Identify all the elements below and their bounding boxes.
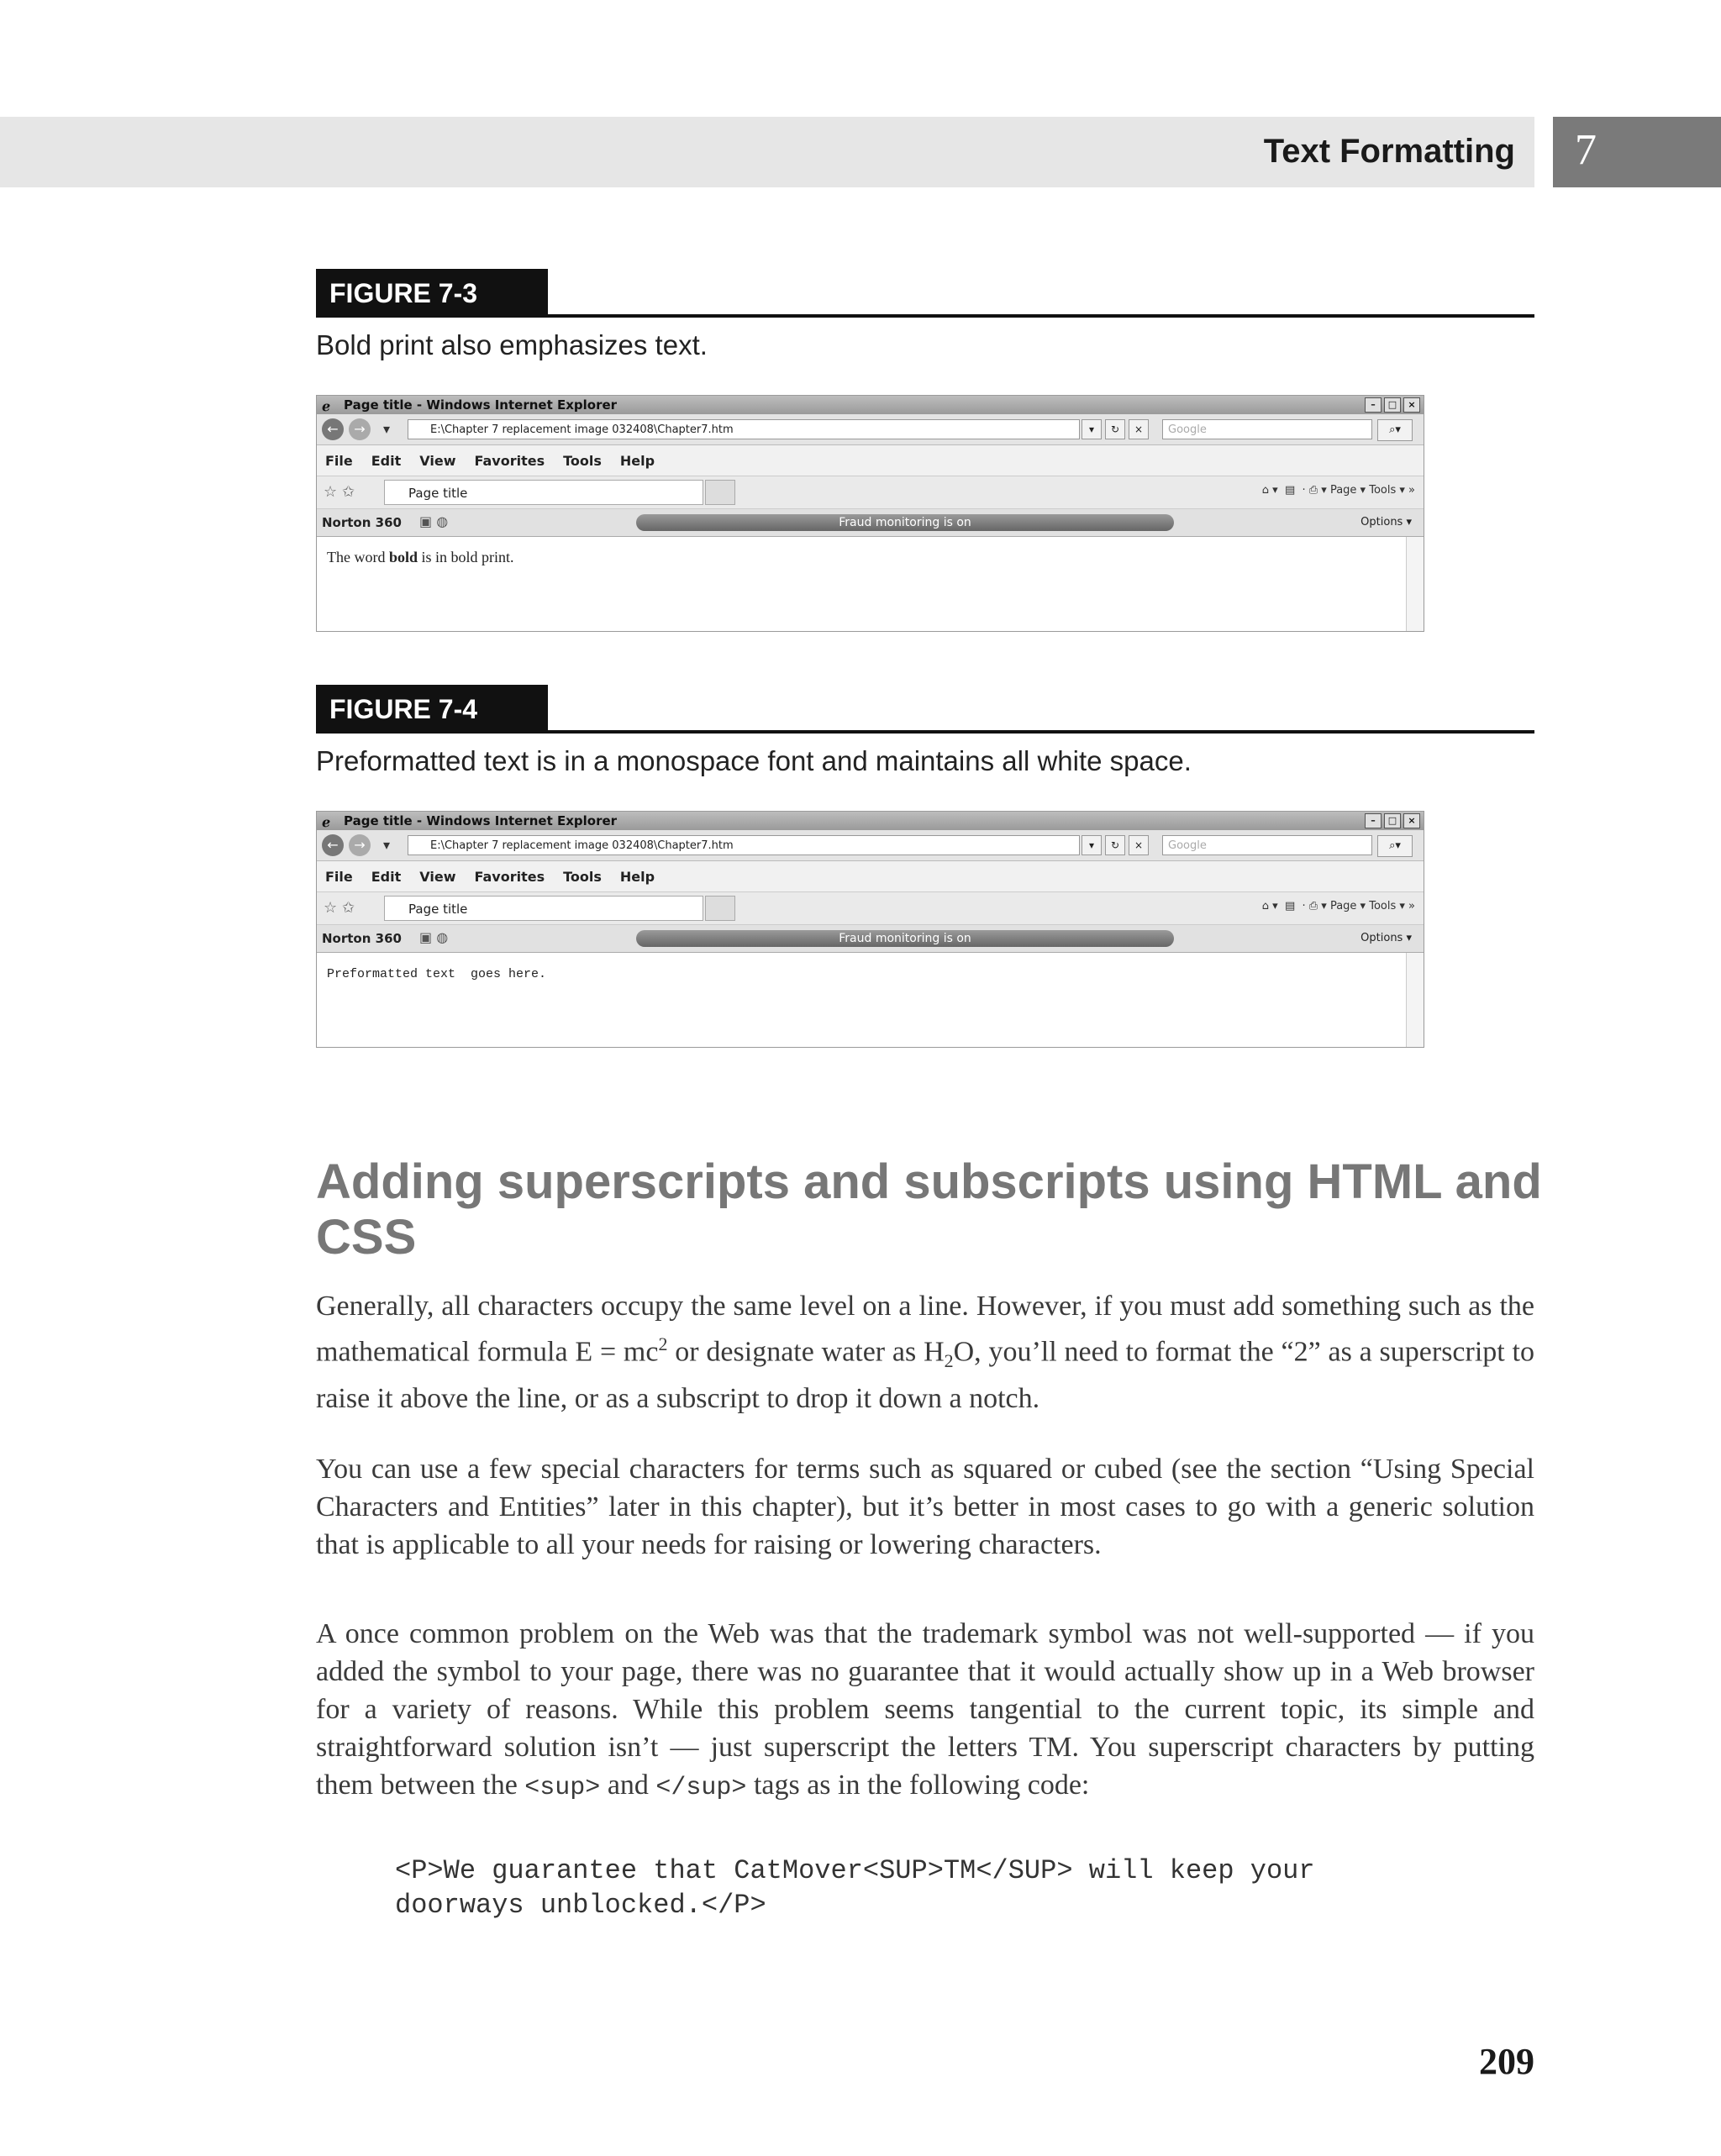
menu-bar — [317, 445, 1424, 476]
address-bar-row — [317, 414, 1424, 445]
norton-brand[interactable]: Norton 360 — [322, 515, 402, 530]
running-header-title: Text Formatting — [1263, 133, 1515, 170]
vertical-scrollbar[interactable] — [1406, 537, 1424, 632]
subscript-2: 2 — [944, 1350, 954, 1372]
menu-view[interactable]: View — [419, 452, 456, 469]
menu-edit[interactable]: Edit — [371, 868, 402, 885]
chapter-number: 7 — [1575, 126, 1597, 174]
ie-logo-icon: ℯ — [322, 398, 331, 414]
stop-icon[interactable]: × — [1129, 419, 1149, 439]
menu-file[interactable]: File — [325, 868, 353, 885]
code-example: <P>We guarantee that CatMover<SUP>TM</SUP> will keep your doorways unblocked.</P> — [395, 1855, 1315, 1921]
new-tab-button[interactable] — [705, 896, 735, 921]
figure-caption: Bold print also emphasizes text. — [316, 329, 708, 360]
search-input[interactable]: Google — [1162, 835, 1372, 855]
paragraph-2: You can use a few special characters for terms such as squared or cubed (see the section “Using Special Characters and Entities” later in this chapter), but it’s better in most cases to go with a generic solution that is applicable to all your needs for raising or lowering characters. — [316, 1454, 1534, 1560]
fraud-monitoring-bar[interactable]: Fraud monitoring is on — [636, 930, 1174, 947]
search-input[interactable]: Google — [1162, 419, 1372, 439]
address-dropdown-icon[interactable]: ▾ — [1082, 835, 1102, 855]
command-bar[interactable]: ⌂ ▾ ▤ · ⎙ ▾ Page ▾ Tools ▾ » — [1261, 484, 1415, 497]
window-title: Page title - Windows Internet Explorer — [344, 813, 618, 828]
window-title: Page title - Windows Internet Explorer — [344, 397, 618, 413]
address-field[interactable]: E:\Chapter 7 replacement image 032408\Chapter7.htm — [408, 835, 1080, 855]
figure-label: FIGURE 7-3 — [316, 269, 548, 318]
section-heading: Adding superscripts and subscripts using HTML and CSS — [316, 1154, 1542, 1265]
paragraph-3: A once common problem on the Web was that the trademark symbol was not well-supported — if you added the symbol to your page, there was no guarantee that it would actually show up in a Web browser for a variety of reasons. While this problem seems tangential to the current topic, its simple and straightforward solution isn’t — just superscript the letters TM. You superscript characters by putting them between the <sup> and </sup> tags as in the following code: — [316, 1618, 1534, 1802]
menu-view[interactable]: View — [419, 868, 456, 885]
fraud-monitoring-bar[interactable]: Fraud monitoring is on — [636, 514, 1174, 531]
menu-tools[interactable]: Tools — [563, 868, 602, 885]
options-button[interactable]: Options ▾ — [1360, 516, 1412, 528]
menu-favorites[interactable]: Favorites — [474, 452, 545, 469]
minimize-icon[interactable]: – — [1365, 813, 1382, 828]
norton-toolbar — [317, 925, 1424, 953]
superscript-2: 2 — [658, 1333, 668, 1354]
preformatted-text: Preformatted text goes here. — [327, 967, 547, 981]
menu-favorites[interactable]: Favorites — [474, 868, 545, 885]
search-icon[interactable]: ⌕▾ — [1377, 419, 1413, 441]
menu-tools[interactable]: Tools — [563, 452, 602, 469]
favorites-row — [317, 476, 1424, 509]
favorites-star-icon[interactable]: ☆ ✩ — [324, 483, 355, 501]
norton-toolbar — [317, 509, 1424, 537]
maximize-icon[interactable]: □ — [1384, 813, 1401, 828]
menu-bar — [317, 861, 1424, 892]
figure-rule — [548, 730, 1534, 734]
window-titlebar — [317, 396, 1424, 414]
menu-help[interactable]: Help — [619, 868, 655, 885]
command-bar-labels[interactable]: Page ▾ Tools ▾ — [1329, 900, 1405, 912]
menu-help[interactable]: Help — [619, 452, 655, 469]
command-bar-labels[interactable]: Page ▾ Tools ▾ — [1329, 484, 1405, 497]
maximize-icon[interactable]: □ — [1384, 397, 1401, 413]
favorites-row — [317, 892, 1424, 925]
ie-logo-icon: ℯ — [322, 814, 331, 830]
forward-icon[interactable]: → — [349, 418, 371, 440]
figure-7-4-heading — [316, 685, 1534, 777]
refresh-icon[interactable]: ↻ — [1105, 419, 1125, 439]
options-button[interactable]: Options ▾ — [1360, 932, 1412, 944]
browser-screenshot-7-4 — [316, 811, 1424, 1048]
inline-code-sup-close: </sup> — [655, 1774, 747, 1802]
search-icon[interactable]: ⌕▾ — [1377, 835, 1413, 857]
norton-tool-icons[interactable]: ▣ ◍ — [419, 513, 449, 529]
address-field[interactable]: E:\Chapter 7 replacement image 032408\Chapter7.htm — [408, 419, 1080, 439]
figure-label: FIGURE 7-4 — [316, 685, 548, 734]
inline-code-sup: <sup> — [524, 1774, 601, 1802]
address-bar-row — [317, 830, 1424, 861]
vertical-scrollbar[interactable] — [1406, 953, 1424, 1048]
back-icon[interactable]: ← — [322, 834, 344, 856]
close-icon[interactable]: × — [1403, 813, 1420, 828]
forward-icon[interactable]: → — [349, 834, 371, 856]
page-content — [317, 953, 1424, 1048]
page-number: 209 — [1479, 2041, 1534, 2082]
minimize-icon[interactable]: – — [1365, 397, 1382, 413]
window-titlebar — [317, 812, 1424, 830]
stop-icon[interactable]: × — [1129, 835, 1149, 855]
back-icon[interactable]: ← — [322, 418, 344, 440]
paragraph-1: Generally, all characters occupy the same level on a line. However, if you must add something such as the mathematical formula $E = mc^2$ or designate water as $H_2O$, you’ll need to format the “2” as a superscript to raise it above the line, or as a subscript to drop it down a notch. — [316, 1291, 1534, 1415]
close-icon[interactable]: × — [1403, 397, 1420, 413]
new-tab-button[interactable] — [705, 480, 735, 505]
bold-word: bold — [388, 549, 418, 565]
content-text: The word bold is in bold print. — [327, 549, 514, 565]
norton-brand[interactable]: Norton 360 — [322, 931, 402, 946]
menu-edit[interactable]: Edit — [371, 452, 402, 469]
tab-page-title[interactable]: Page title — [384, 480, 703, 505]
command-bar[interactable]: ⌂ ▾ ▤ · ⎙ ▾ Page ▾ Tools ▾ » — [1261, 900, 1415, 912]
tab-page-title[interactable]: Page title — [384, 896, 703, 921]
figure-caption: Preformatted text is in a monospace font and maintains all white space. — [316, 745, 1192, 776]
address-dropdown-icon[interactable]: ▾ — [1082, 419, 1102, 439]
browser-screenshot-7-3 — [316, 395, 1424, 632]
figure-7-3-heading — [316, 269, 1534, 361]
figure-rule — [548, 314, 1534, 318]
history-dropdown-icon[interactable]: ▾ — [382, 421, 391, 437]
history-dropdown-icon[interactable]: ▾ — [382, 837, 391, 853]
chapter-tab — [1553, 117, 1721, 187]
favorites-star-icon[interactable]: ☆ ✩ — [324, 899, 355, 917]
menu-file[interactable]: File — [325, 452, 353, 469]
page-content — [317, 537, 1424, 632]
refresh-icon[interactable]: ↻ — [1105, 835, 1125, 855]
norton-tool-icons[interactable]: ▣ ◍ — [419, 929, 449, 945]
